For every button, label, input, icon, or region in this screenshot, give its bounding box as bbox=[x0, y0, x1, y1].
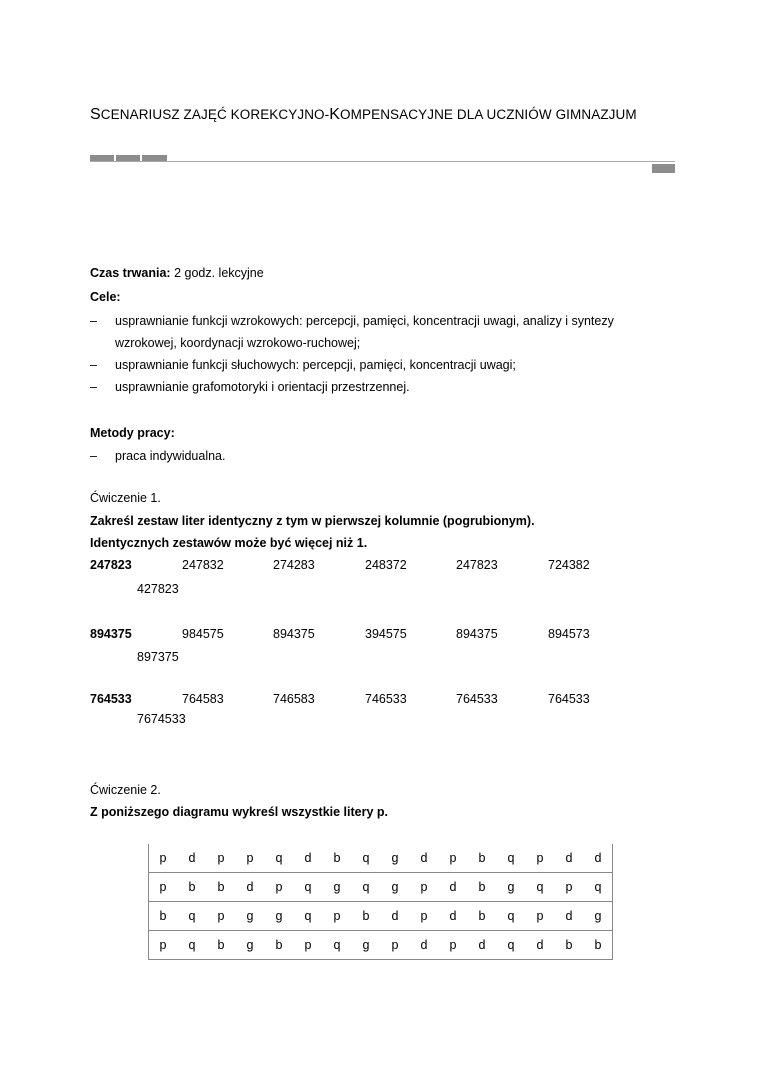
grid-letter-cell[interactable]: q bbox=[265, 844, 294, 873]
grid-letter-cell[interactable]: d bbox=[584, 844, 613, 873]
grid-letter-cell[interactable]: p bbox=[207, 902, 236, 931]
grid-letter-cell[interactable]: b bbox=[468, 873, 497, 902]
grid-letter-cell[interactable]: q bbox=[178, 902, 207, 931]
grid-letter-cell[interactable]: q bbox=[352, 844, 381, 873]
grid-letter-cell[interactable]: d bbox=[555, 844, 584, 873]
grid-letter-cell[interactable]: g bbox=[236, 931, 265, 960]
grid-letter-cell[interactable]: q bbox=[178, 931, 207, 960]
grid-letter-cell[interactable]: q bbox=[497, 902, 526, 931]
grid-letter-cell[interactable]: p bbox=[265, 873, 294, 902]
grid-letter-cell[interactable]: p bbox=[149, 873, 178, 902]
grid-letter-cell[interactable]: d bbox=[439, 873, 468, 902]
header-rule bbox=[90, 161, 675, 162]
grid-letter-cell[interactable]: p bbox=[410, 902, 439, 931]
exercise-1-option[interactable]: 724382 bbox=[548, 558, 590, 572]
methods-label: Metody pracy: bbox=[90, 426, 175, 440]
exercise-1-option[interactable]: 247823 bbox=[456, 558, 498, 572]
title-initial: S bbox=[90, 106, 101, 123]
grid-letter-cell[interactable]: p bbox=[323, 902, 352, 931]
exercise-1-option[interactable]: 248372 bbox=[365, 558, 407, 572]
exercise-1-option[interactable]: 247832 bbox=[182, 558, 224, 572]
goal-2-dash: – bbox=[90, 358, 97, 372]
goal-1-dash: – bbox=[90, 314, 97, 328]
grid-letter-cell[interactable]: p bbox=[149, 931, 178, 960]
grid-letter-cell[interactable]: d bbox=[381, 902, 410, 931]
exercise-1-option[interactable]: 746583 bbox=[273, 692, 315, 706]
grid-letter-cell[interactable]: p bbox=[526, 844, 555, 873]
grid-letter-cell[interactable]: d bbox=[555, 902, 584, 931]
grid-letter-cell[interactable]: d bbox=[178, 844, 207, 873]
goal-3-dash: – bbox=[90, 380, 97, 394]
grid-letter-cell[interactable]: d bbox=[468, 931, 497, 960]
grid-letter-cell[interactable]: q bbox=[352, 873, 381, 902]
grid-letter-cell[interactable]: q bbox=[497, 844, 526, 873]
grid-row bbox=[149, 873, 613, 902]
grid-letter-cell[interactable]: q bbox=[584, 873, 613, 902]
exercise-1-key: 247823 bbox=[90, 558, 132, 572]
grid-letter-cell[interactable]: p bbox=[439, 931, 468, 960]
grid-row bbox=[149, 844, 613, 873]
title-initial-2: K bbox=[329, 106, 341, 123]
exercise-1-option[interactable]: 894375 bbox=[456, 627, 498, 641]
grid-letter-cell[interactable]: b bbox=[468, 844, 497, 873]
duration-line bbox=[90, 266, 264, 281]
method-1-dash: – bbox=[90, 449, 97, 463]
goal-3-text: usprawnianie grafomotoryki i orientacji przestrzennej. bbox=[115, 380, 410, 394]
exercise-1-instruction-1: Zakreśl zestaw liter identyczny z tym w pierwszej kolumnie (pogrubionym). bbox=[90, 514, 535, 528]
grid-letter-cell[interactable]: d bbox=[236, 873, 265, 902]
grid-letter-cell[interactable]: g bbox=[497, 873, 526, 902]
exercise-1-option[interactable]: 764533 bbox=[548, 692, 590, 706]
grid-letter-cell[interactable]: g bbox=[236, 902, 265, 931]
exercise-1-title: Ćwiczenie 1. bbox=[90, 491, 161, 505]
letter-grid bbox=[148, 844, 613, 960]
grid-letter-cell[interactable]: b bbox=[149, 902, 178, 931]
grid-letter-cell[interactable]: d bbox=[526, 931, 555, 960]
grid-letter-cell[interactable]: p bbox=[294, 931, 323, 960]
grid-letter-cell[interactable]: b bbox=[178, 873, 207, 902]
exercise-1-option[interactable]: 394575 bbox=[365, 627, 407, 641]
grid-letter-cell[interactable]: p bbox=[410, 873, 439, 902]
grid-letter-cell[interactable]: b bbox=[207, 931, 236, 960]
goal-1-text-cont: wzrokowej, koordynacji wzrokowo-ruchowej; bbox=[115, 336, 361, 350]
exercise-1-option[interactable]: 7674533 bbox=[137, 712, 186, 726]
grid-letter-cell[interactable]: d bbox=[410, 844, 439, 873]
grid-letter-cell[interactable]: p bbox=[381, 931, 410, 960]
grid-letter-cell[interactable]: b bbox=[468, 902, 497, 931]
header-decor-bar-right bbox=[652, 164, 675, 173]
grid-letter-cell[interactable]: g bbox=[323, 873, 352, 902]
exercise-2-instruction: Z poniższego diagramu wykreśl wszystkie litery p. bbox=[90, 805, 389, 819]
grid-letter-cell[interactable]: q bbox=[526, 873, 555, 902]
title-part-1: CENARIUSZ ZAJĘĆ KOREKCYJNO- bbox=[100, 107, 330, 122]
grid-letter-cell[interactable]: b bbox=[265, 931, 294, 960]
grid-letter-cell[interactable]: d bbox=[410, 931, 439, 960]
exercise-1-instruction-2: Identycznych zestawów może być więcej niż 1. bbox=[90, 536, 368, 550]
grid-letter-cell[interactable]: d bbox=[294, 844, 323, 873]
exercise-1-option[interactable]: 427823 bbox=[137, 582, 179, 596]
exercise-1-option[interactable]: 746533 bbox=[365, 692, 407, 706]
grid-letter-cell[interactable]: q bbox=[497, 931, 526, 960]
grid-letter-cell[interactable]: p bbox=[149, 844, 178, 873]
grid-letter-cell[interactable]: b bbox=[352, 902, 381, 931]
grid-letter-cell[interactable]: g bbox=[265, 902, 294, 931]
grid-letter-cell[interactable]: p bbox=[236, 844, 265, 873]
title-part-2: OMPENSACYJNE DLA UCZNIÓW GIMNAZJUM bbox=[340, 107, 637, 122]
grid-letter-cell[interactable]: b bbox=[323, 844, 352, 873]
exercise-1-option[interactable]: 894375 bbox=[273, 627, 315, 641]
grid-letter-cell[interactable]: q bbox=[323, 931, 352, 960]
grid-row bbox=[149, 931, 613, 960]
goal-1-text: usprawnianie funkcji wzrokowych: percepcji, pamięci, koncentracji uwagi, analizy i syntezy bbox=[115, 314, 614, 328]
exercise-1-option[interactable]: 274283 bbox=[273, 558, 315, 572]
grid-letter-cell[interactable]: q bbox=[294, 873, 323, 902]
grid-letter-cell[interactable]: g bbox=[584, 902, 613, 931]
goal-2-text: usprawnianie funkcji słuchowych: percepcji, pamięci, koncentracji uwagi; bbox=[115, 358, 516, 372]
grid-letter-cell[interactable]: p bbox=[526, 902, 555, 931]
exercise-1-option[interactable]: 984575 bbox=[182, 627, 224, 641]
grid-row bbox=[149, 902, 613, 931]
grid-letter-cell[interactable]: b bbox=[584, 931, 613, 960]
exercise-1-option[interactable]: 764533 bbox=[456, 692, 498, 706]
exercise-1-key: 764533 bbox=[90, 692, 132, 706]
grid-letter-cell[interactable]: q bbox=[294, 902, 323, 931]
grid-letter-cell[interactable]: b bbox=[207, 873, 236, 902]
duration-label: Czas trwania: bbox=[90, 266, 171, 280]
grid-letter-cell[interactable]: g bbox=[381, 844, 410, 873]
exercise-1-option[interactable]: 764583 bbox=[182, 692, 224, 706]
method-1-text: praca indywidualna. bbox=[115, 449, 226, 463]
exercise-1-key: 894375 bbox=[90, 627, 132, 641]
grid-letter-cell[interactable]: p bbox=[439, 844, 468, 873]
exercise-2-title: Ćwiczenie 2. bbox=[90, 783, 161, 797]
grid-letter-cell[interactable]: b bbox=[555, 931, 584, 960]
duration-value: 2 godz. lekcyjne bbox=[174, 266, 264, 280]
grid-letter-cell[interactable]: p bbox=[207, 844, 236, 873]
grid-letter-cell[interactable]: g bbox=[352, 931, 381, 960]
grid-letter-cell[interactable]: p bbox=[555, 873, 584, 902]
goals-label: Cele: bbox=[90, 290, 121, 304]
page-title bbox=[90, 106, 637, 124]
exercise-1-option[interactable]: 894573 bbox=[548, 627, 590, 641]
exercise-1-option[interactable]: 897375 bbox=[137, 650, 179, 664]
grid-letter-cell[interactable]: d bbox=[439, 902, 468, 931]
grid-letter-cell[interactable]: g bbox=[381, 873, 410, 902]
